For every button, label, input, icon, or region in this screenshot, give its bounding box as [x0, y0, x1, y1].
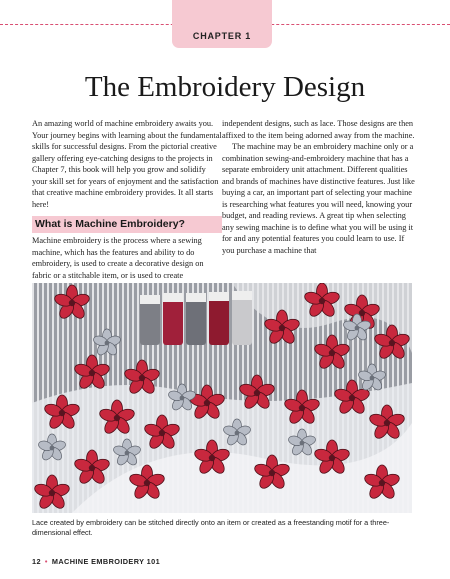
continued-paragraph: independent designs, such as lace. Those designs are then affixed to the item being adorned away from the machine.	[222, 119, 415, 140]
lace-embroidery-illustration	[32, 283, 412, 513]
book-title: MACHINE EMBROIDERY 101	[51, 557, 161, 566]
page-number: 12	[32, 557, 41, 566]
thread-spools	[140, 291, 252, 345]
chapter-label: CHAPTER 1	[192, 31, 252, 41]
footer-separator-dot: •	[44, 557, 48, 566]
machine-paragraph: The machine may be an embroidery machine only or a combination sewing-and-embroidery machine that has a separate embroidery unit attachment. Different qualities and brands of machines have distinctive features. Just like buying a car, an important part of selecting your machine is researching what features you will need, knowing your budget, and reading reviews. A great tip when selecting any sewing machine is to define what you will be using it for and any potential features you could learn to use. If you purchase a machine that	[222, 142, 415, 255]
chapter-tab	[172, 0, 272, 48]
page-footer	[32, 557, 160, 566]
photo-caption: Lace created by embroidery can be stitched directly onto an item or created as a freestanding motif for a three-dimensional effect.	[32, 518, 390, 537]
right-column	[222, 118, 418, 256]
section-body-paragraph: Machine embroidery is the process where a sewing machine, which has the features and ability to do embroidery, is used to create a decorative design on fabric or a stitchable item, or is used to create	[32, 236, 204, 280]
page-title: The Embroidery Design	[84, 71, 366, 103]
embroidery-photo	[32, 283, 412, 513]
intro-paragraph: An amazing world of machine embroidery awaits you. Your journey begins with learning about the fundamental skills for successful designs. From the pictorial creative gallery offering eye-catching designs to the projects in Chapter 7, this book will help you grow and solidify your skill set for years of enjoyment and the satisfaction that creative machine embroidery provides. It all starts here!	[32, 119, 222, 209]
section-subheading: What is Machine Embroidery?	[32, 216, 222, 233]
left-column	[32, 118, 222, 281]
